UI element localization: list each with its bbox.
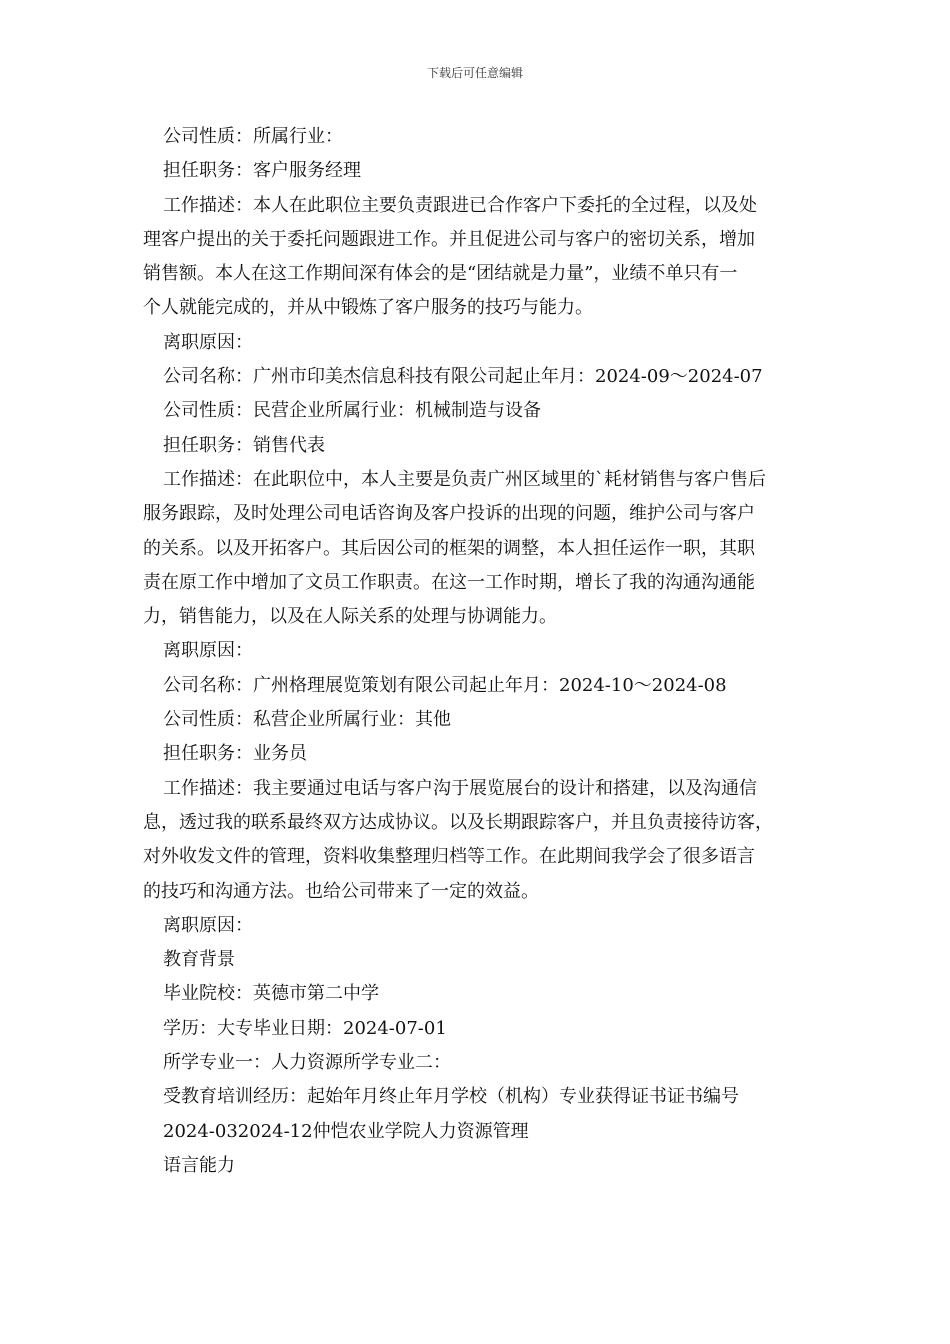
text-line: 离职原因： — [163, 914, 253, 936]
text-line: 受教育培训经历：起始年月终止年月学校（机构）专业获得证书证书编号 — [163, 1086, 739, 1108]
document-body — [143, 120, 815, 1183]
text-line: 担任职务：客户服务经理 — [163, 160, 361, 182]
text-line: 服务跟踪，及时处理公司电话咨询及客户投诉的出现的问题，维护公司与客户 — [143, 503, 755, 525]
text-line: 毕业院校：英德市第二中学 — [163, 983, 379, 1005]
text-line: 公司性质：私营企业所属行业：其他 — [163, 709, 451, 731]
text-line: 的技巧和沟通方法。也给公司带来了一定的效益。 — [143, 880, 539, 902]
text-line: 公司名称：广州格理展览策划有限公司起止年月：2024-10～2024-08 — [163, 674, 727, 696]
text-line: 工作描述：在此职位中，本人主要是负责广州区域里的`耗材销售与客户售后 — [163, 468, 766, 490]
text-line: 担任职务：业务员 — [163, 743, 307, 765]
text-line: 离职原因： — [163, 640, 253, 662]
text-line: 理客户提出的关于委托问题跟进工作。并且促进公司与客户的密切关系，增加 — [143, 228, 755, 250]
section-heading: 教育背景 — [163, 949, 235, 971]
text-line: 责在原工作中增加了文员工作职责。在这一工作时期，增长了我的沟通沟通能 — [143, 571, 755, 593]
text-line: 公司性质：所属行业： — [163, 126, 343, 147]
text-line: 担任职务：销售代表 — [163, 434, 325, 456]
text-line: 对外收发文件的管理，资料收集整理归档等工作。在此期间我学会了很多语言 — [143, 846, 755, 868]
text-line: 个人就能完成的，并从中锻炼了客户服务的技巧与能力。 — [143, 297, 593, 319]
text-line: 的关系。以及开拓客户。其后因公司的框架的调整，本人担任运作一职，其职 — [143, 537, 755, 559]
text-line: 公司名称：广州市印美杰信息科技有限公司起止年月：2024-09～2024-07 — [163, 366, 763, 388]
text-line: 工作描述：我主要通过电话与客户沟于展览展台的设计和搭建，以及沟通信 — [163, 777, 757, 799]
text-line: 公司性质：民营企业所属行业：机械制造与设备 — [163, 400, 541, 422]
text-line: 力，销售能力，以及在人际关系的处理与协调能力。 — [143, 606, 557, 628]
text-line: 所学专业一：人力资源所学专业二： — [163, 1052, 451, 1074]
text-line: 工作描述：本人在此职位主要负责跟进已合作客户下委托的全过程，以及处 — [163, 194, 757, 216]
text-line: 2024-032024-12仲恺农业学院人力资源管理 — [163, 1120, 529, 1142]
text-line: 学历：大专毕业日期：2024-07-01 — [163, 1017, 447, 1039]
section-heading: 语言能力 — [163, 1154, 235, 1176]
page-header-note: 下载后可任意编辑 — [426, 66, 523, 80]
text-line: 离职原因： — [163, 331, 253, 353]
text-line: 销售额。本人在这工作期间深有体会的是“团结就是力量”，业绩不单只有一 — [143, 263, 738, 285]
text-line: 息，透过我的联系最终双方达成协议。以及长期跟踪客户，并且负责接待访客， — [143, 811, 773, 833]
